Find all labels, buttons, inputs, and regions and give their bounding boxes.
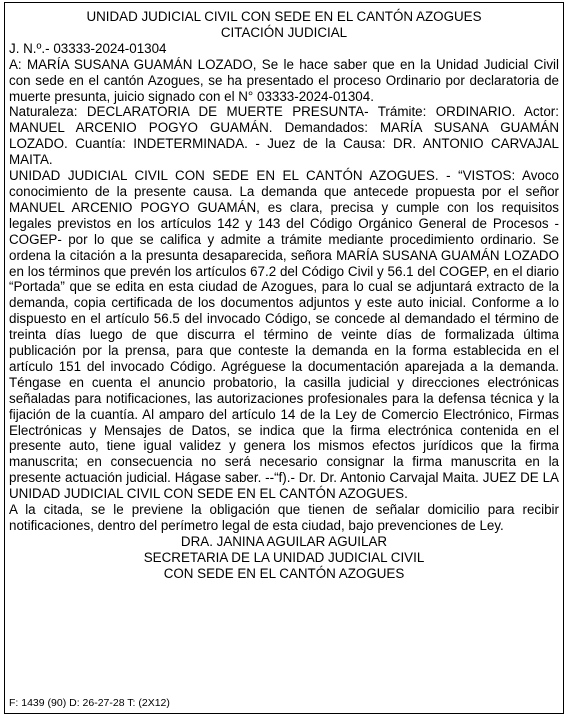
publication-footer: F: 1439 (90) D: 26-27-28 T: (2X12) <box>9 697 170 709</box>
court-name: UNIDAD JUDICIAL CIVIL CON SEDE EN EL CANTÓN AZOGUES <box>86 9 482 24</box>
vistos-paragraph: UNIDAD JUDICIAL CIVIL CON SEDE EN EL CANTÓN AZOGUES. - “VISTOS: Avoco conocimiento de la presente causa. La demanda que antecede propuesta por el señor MANUEL ARCENIO POGYO GUAMÁN, es clara, precisa y cumple con los requisitos legales previstos en los artículos 142 y 143 del Código Orgánico General de Procesos -COGEP- por lo que se califica y admite a trámite mediante procedimiento ordinario. Se ordena la citación a la presunta desaparecida, señora MARÍA SUSANA GUAMÁN LOZADO en los términos que prevén los artículos 67.2 del Código Civil y 56.1 del COGEP, en el diario “Portada” que se edita en esta ciudad de Azogues, para lo cual se adjuntará extracto de la demanda, copia certificada de los documentos adjuntos y este auto inicial. Conforme a lo dispuesto en el artículo 56.5 del invocado Código, se concede al demandado el término de treinta días luego de que discurra el término de veinte días de formalizada última publicación por la prensa, para que conteste la demanda en la forma establecida en el artículo 151 del invocado Código. Agréguese la documentación aparejada a la demanda. Téngase en cuenta el anuncio probatorio, la casilla judicial y direcciones electrónicas señaladas para notificaciones, las autorizaciones profesionales para la defensa técnica y la fijación de la cuantía. Al amparo del artículo 14 de la Ley de Comercio Electrónico, Firmas Electrónicas y Mensajes de Datos, se indica que la firma electrónica contenida en el presente auto, tiene igual validez y genera los mismos efectos jurídicos que la firma manuscrita; en consecuencia no será necesario consignar la firma manuscrita en la presente actuación judicial. Hágase saber. --“f).- Dr. Dr. Antonio Carvajal Maita. JUEZ DE LA UNIDAD JUDICIAL CIVIL CON SEDE EN EL CANTÓN AZOGUES. <box>9 168 559 502</box>
signer-name: DRA. JANINA AGUILAR AGUILAR <box>180 533 388 549</box>
notice-title <box>9 9 559 41</box>
case-number: J. N.º.- 03333-2024-01304 <box>9 40 167 56</box>
warning-paragraph: A la citada, se le previene la obligación que tienen de señalar domicilio para recibir notificaciones, dentro del perímetro legal de esta ciudad, bajo prevenciones de Ley. <box>9 502 559 533</box>
notice-type: CITACIÓN JUDICIAL <box>220 24 348 40</box>
signature-block <box>9 534 559 582</box>
signer-role-line1: SECRETARIA DE LA UNIDAD JUDICIAL CIVIL <box>143 549 425 565</box>
signer-role-line2: CON SEDE EN EL CANTÓN AZOGUES <box>163 565 405 581</box>
case-details-paragraph: Naturaleza: DECLARATORIA DE MUERTE PRESUNTA- Trámite: ORDINARIO. Actor: MANUEL ARCENIO POGYO GUAMÁN. Demandados: MARÍA SUSANA GUAMÁN LOZADO. Cuantía: INDETERMINADA. - Juez de la Causa: DR. ANTONIO CARVAJAL MAITA. <box>9 104 559 168</box>
judicial-notice <box>4 2 564 714</box>
intro-paragraph: A: MARÍA SUSANA GUAMÁN LOZADO, Se le hace saber que en la Unidad Judicial Civil con sede en el cantón Azogues, se ha presentado el proceso Ordinario por declaratoria de muerte presunta, juicio signado con el N° 03333-2024-01304. <box>9 56 559 104</box>
